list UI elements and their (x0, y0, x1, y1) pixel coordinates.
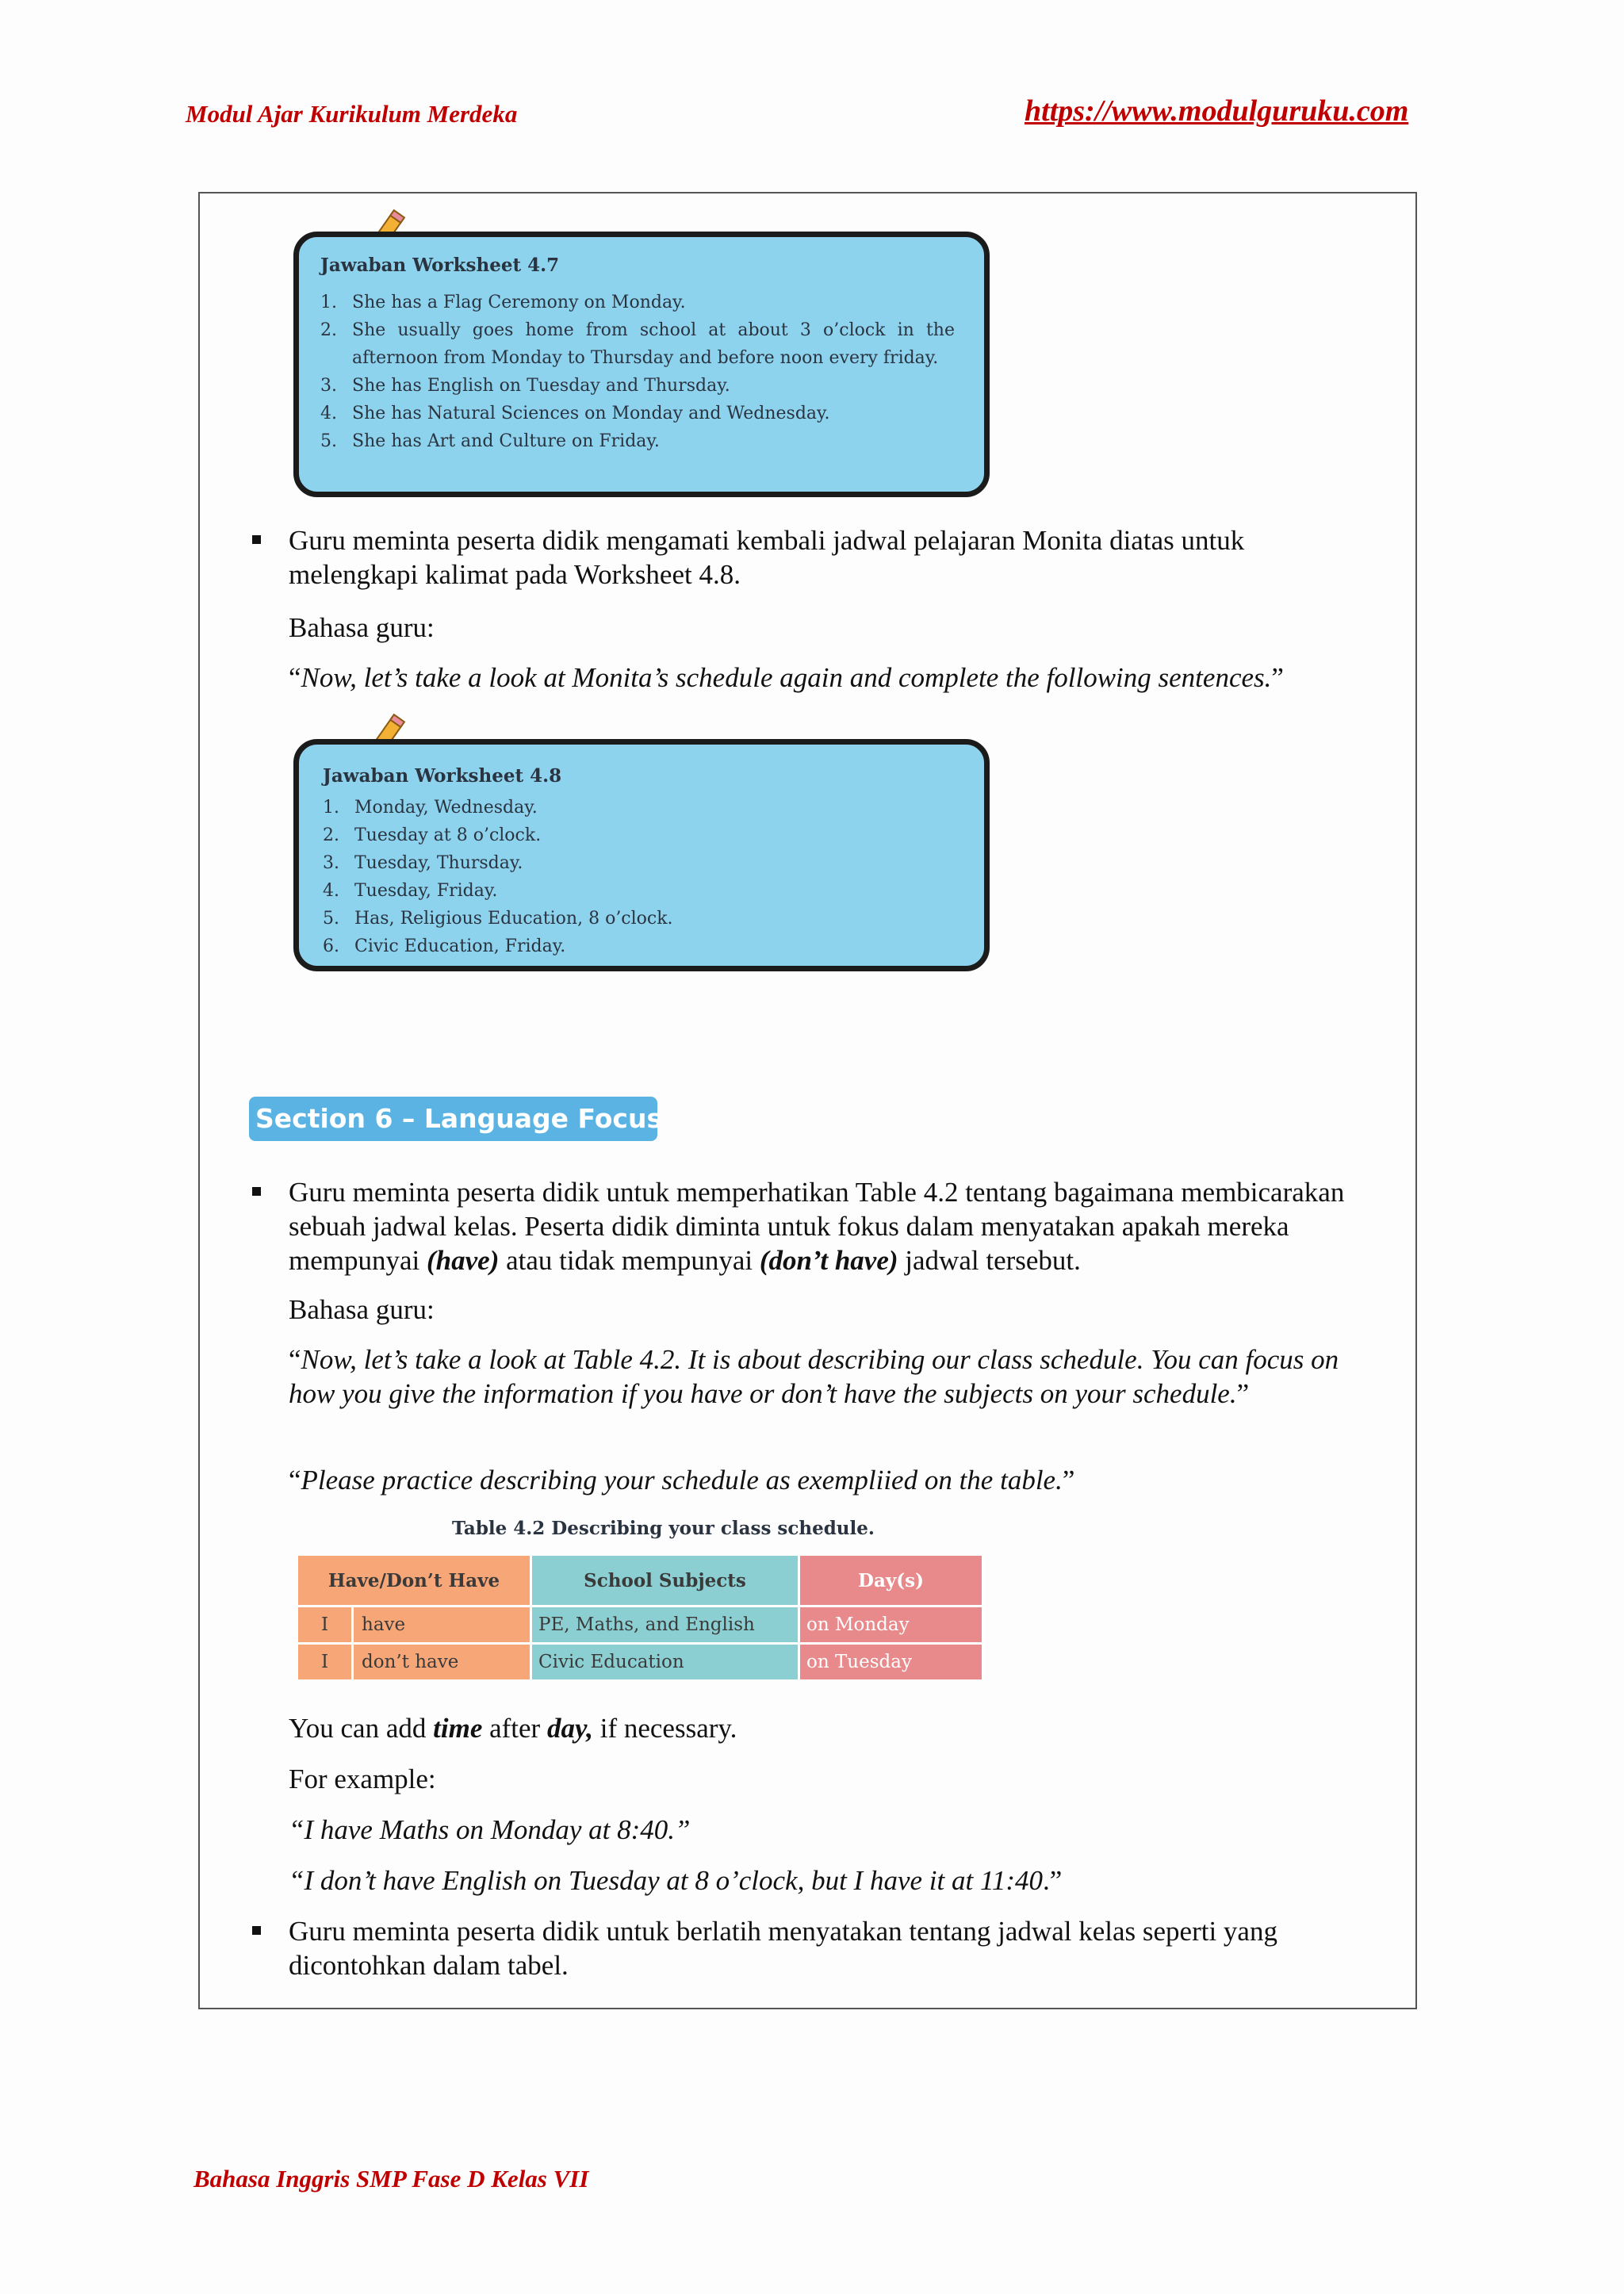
table-header-subjects: School Subjects (532, 1556, 800, 1605)
table-cell-pronoun: I (298, 1642, 354, 1679)
square-bullet-icon (252, 535, 261, 544)
table-cell-subject: Civic Education (532, 1642, 800, 1679)
example-sentence-1: “I have Maths on Monday at 8:40.” (289, 1814, 691, 1845)
table-cell-verb: have (354, 1605, 532, 1642)
section-6-heading: Section 6 – Language Focus (249, 1097, 657, 1141)
table-header-have: Have/Don’t Have (298, 1556, 532, 1605)
table-cell-day: on Tuesday (800, 1642, 984, 1679)
list-item: 3. She has English on Tuesday and Thursday. (320, 376, 730, 396)
instruction-paragraph-3: Guru meminta peserta didik untuk berlatih menyatakan tentang jadwal kelas seperti yang dicontohkan dalam tabel. (289, 1916, 1277, 1981)
list-item: 4. Tuesday, Friday. (323, 881, 498, 901)
table-cell-pronoun: I (298, 1605, 354, 1642)
list-item: 4. She has Natural Sciences on Monday and Wednesday. (320, 404, 830, 423)
list-item: 1. She has a Flag Ceremony on Monday. (320, 293, 686, 312)
table-row (298, 1605, 984, 1642)
footer-course-title: Bahasa Inggris SMP Fase D Kelas VII (193, 2165, 589, 2193)
instruction-paragraph-1: Guru meminta peserta didik mengamati kembali jadwal pelajaran Monita diatas untuk melengkapi kalimat pada Worksheet 4.8. (289, 525, 1245, 590)
for-example-label: For example: (289, 1764, 436, 1794)
list-item: 3. Tuesday, Thursday. (323, 853, 523, 873)
worksheet-4-7-title: Jawaban Worksheet 4.7 (320, 255, 560, 276)
worksheet-4-7-list (320, 289, 955, 455)
list-item: 2. Tuesday at 8 o’clock. (323, 825, 542, 845)
worksheet-4-7-box (293, 232, 990, 497)
square-bullet-icon (252, 1926, 261, 1935)
worksheet-4-8-list (323, 794, 957, 960)
worksheet-4-8-title: Jawaban Worksheet 4.8 (323, 765, 562, 787)
schedule-table (298, 1556, 984, 1679)
header-website-link[interactable]: https://www.modulguruku.com (1025, 94, 1409, 128)
table-cell-verb: don’t have (354, 1642, 532, 1679)
add-time-note: You can add time after day, if necessary. (289, 1713, 737, 1744)
list-item: 5. Has, Religious Education, 8 o’clock. (323, 909, 673, 929)
list-item: 5. She has Art and Culture on Friday. (320, 431, 660, 451)
list-item: 2. She usually goes home from school at about 3 o’clock in the afternoon from Monday to Thursday and before noon every friday. (320, 320, 955, 368)
table-caption: Table 4.2 Describing your class schedule. (452, 1518, 875, 1539)
teacher-quote-2: “Now, let’s take a look at Table 4.2. It is about describing our class schedule. You can focus on how you give the information if you have or don’t have the subjects on your schedule.” (289, 1344, 1339, 1409)
teacher-quote-1: “Now, let’s take a look at Monita’s schedule again and complete the following sentences.” (289, 662, 1284, 693)
table-header-days: Day(s) (800, 1556, 984, 1605)
table-cell-subject: PE, Maths, and English (532, 1605, 800, 1642)
header-module-title: Modul Ajar Kurikulum Merdeka (186, 100, 518, 128)
example-sentence-2: “I don’t have English on Tuesday at 8 o’clock, but I have it at 11:40.” (289, 1865, 1063, 1896)
table-row (298, 1642, 984, 1679)
instruction-paragraph-2: Guru meminta peserta didik untuk memperhatikan Table 4.2 tentang bagaimana membicarakan sebuah jadwal kelas. Peserta didik diminta untuk fokus dalam menyatakan apakah mereka mempunyai (have) atau tidak mempunyai (don’t have) jadwal tersebut. (289, 1177, 1345, 1276)
table-cell-day: on Monday (800, 1605, 984, 1642)
teacher-quote-3: “Please practice describing your schedule as exempliied on the table.” (289, 1465, 1075, 1496)
list-item: 1. Monday, Wednesday. (323, 798, 538, 818)
square-bullet-icon (252, 1187, 261, 1196)
worksheet-4-8-box (293, 739, 990, 971)
bahasa-guru-label-2: Bahasa guru: (289, 1294, 435, 1325)
bahasa-guru-label-1: Bahasa guru: (289, 612, 435, 643)
list-item: 6. Civic Education, Friday. (323, 936, 566, 956)
